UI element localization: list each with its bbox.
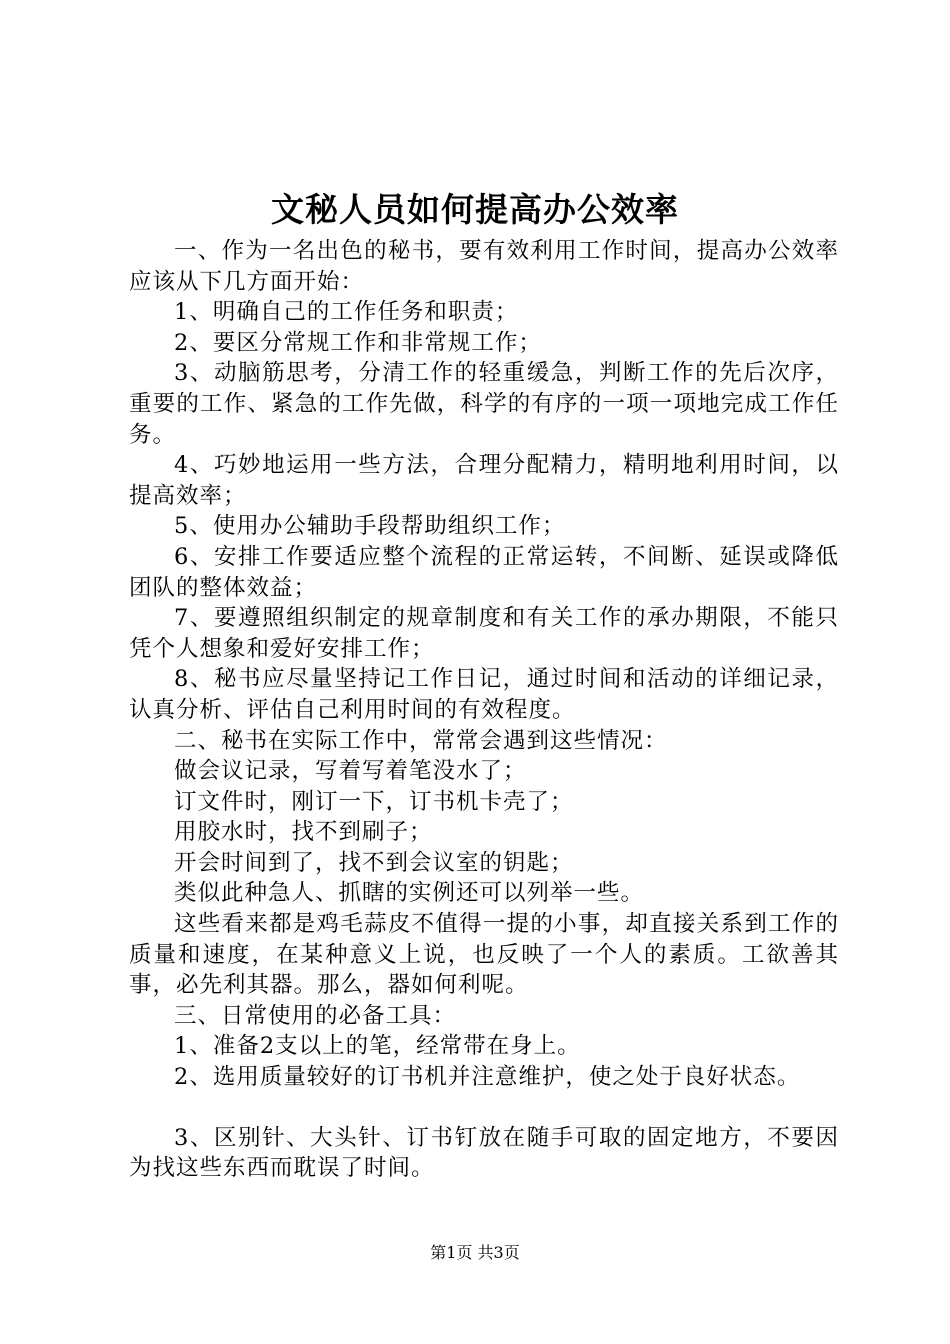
paragraph-discussion: 这些看来都是鸡毛蒜皮不值得一提的小事，却直接关系到工作的质量和速度，在某种意义上说，也反映了一个人的素质。工欲善其事，必先利其器。那么，器如何利呢。 — [129, 911, 839, 999]
paragraph-item-4: 4、巧妙地运用一些方法，合理分配精力，精明地利用时间，以提高效率； — [129, 452, 839, 509]
paragraph-example-2: 订文件时，刚订一下，订书机卡壳了； — [174, 788, 574, 815]
document-body — [129, 236, 839, 1184]
paragraph-tool-1: 1、准备2支以上的笔，经常带在身上。 — [174, 1033, 581, 1060]
paragraph-item-7: 7、要遵照组织制定的规章制度和有关工作的承办期限，不能只凭个人想象和爱好安排工作； — [129, 605, 839, 662]
paragraph-example-3: 用胶水时，找不到刷子； — [174, 819, 433, 846]
paragraph-example-summary: 类似此种急人、抓瞎的实例还可以列举一些。 — [174, 880, 645, 907]
paragraph-item-3: 3、动脑筋思考，分清工作的轻重缓急，判断工作的先后次序，重要的工作、紧急的工作先做，科学的有序的一项一项地完成工作任务。 — [129, 360, 839, 448]
paragraph-tool-2: 2、选用质量较好的订书机并注意维护，使之处于良好状态。 — [174, 1064, 801, 1091]
paragraph-item-8: 8、秘书应尽量坚持记工作日记，通过时间和活动的详细记录，认真分析、评估自己利用时间的有效程度。 — [129, 666, 839, 723]
paragraph-item-6: 6、安排工作要适应整个流程的正常运转，不间断、延误或降低团队的整体效益； — [129, 543, 839, 601]
paragraph-example-1: 做会议记录，写着写着笔没水了； — [174, 758, 527, 785]
paragraph-item-1: 1、明确自己的工作任务和职责； — [174, 299, 519, 326]
document-title: 文秘人员如何提高办公效率 — [271, 190, 679, 229]
paragraph-tool-3: 3、区别针、大头针、订书钉放在随手可取的固定地方，不要因为找这些东西而耽误了时间。 — [129, 1124, 839, 1182]
paragraph-section-3-intro: 三、日常使用的必备工具： — [174, 1002, 457, 1029]
paragraph-item-2: 2、要区分常规工作和非常规工作； — [174, 329, 542, 356]
paragraph-item-5: 5、使用办公辅助手段帮助组织工作； — [174, 513, 566, 540]
paragraph-example-4: 开会时间到了，找不到会议室的钥匙； — [174, 849, 574, 876]
paragraph-section-2-intro: 二、秘书在实际工作中，常常会遇到这些情况： — [174, 727, 668, 754]
page-footer: 第1页 共3页 — [430, 1243, 520, 1262]
paragraph-section-1-intro: 一、作为一名出色的秘书，要有效利用工作时间，提高办公效率应该从下几方面开始： — [129, 238, 839, 295]
